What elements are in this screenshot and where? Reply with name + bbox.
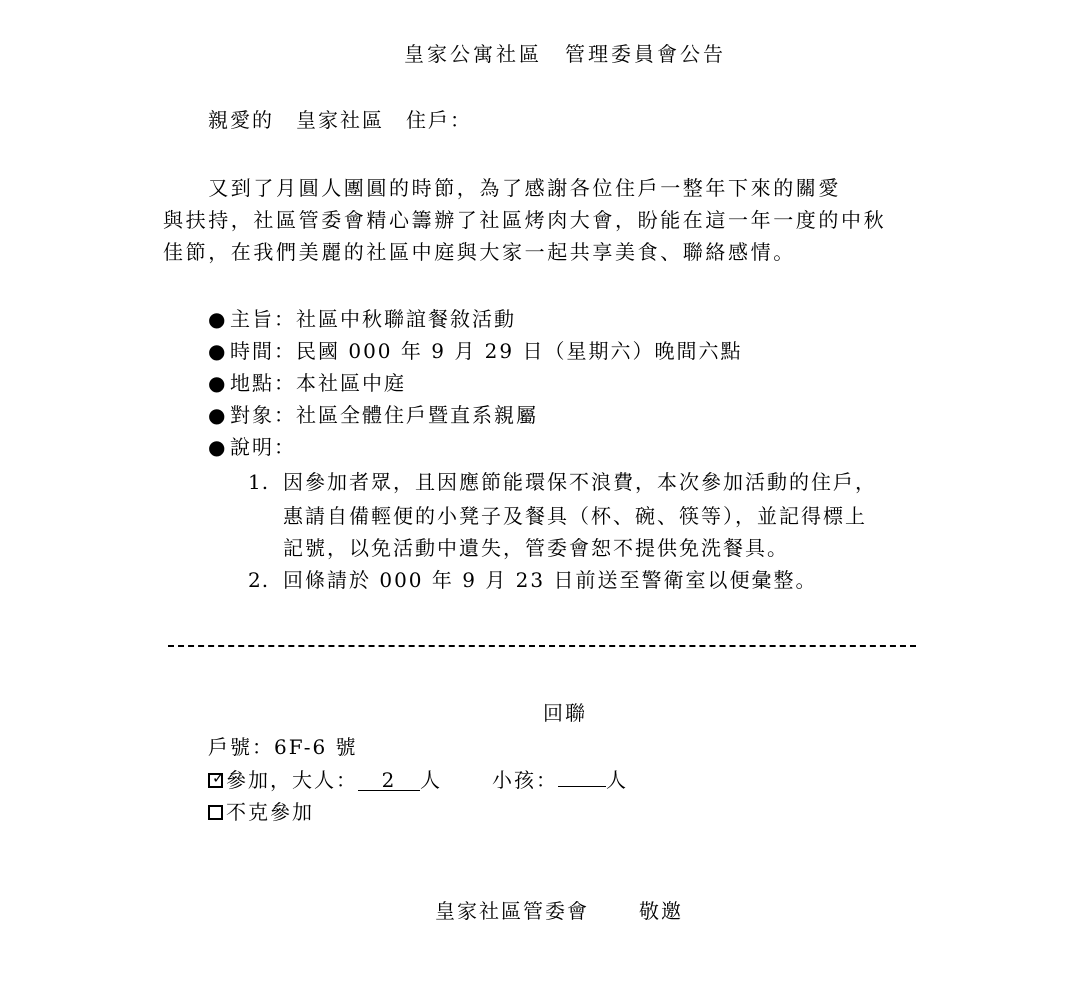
cut-line-divider [168,645,916,647]
detail-label: 說明 [230,435,274,459]
children-count-field[interactable] [558,786,606,787]
detail-value: 社區中秋聯誼餐敘活動 [296,307,516,331]
detail-label: 時間 [230,339,274,363]
attend-label: 參加，大人： [226,768,358,792]
note-number: 2. [248,568,270,592]
bullet-icon: ● [208,371,228,395]
note-1-line-2: 惠請自備輕便的小凳子及餐具（杯、碗、筷等），並記得標上 [283,504,867,528]
intro-line-3: 佳節，在我們美麗的社區中庭與大家一起共享美食、聯絡感情。 [163,240,796,264]
adults-count-field[interactable]: 2 [358,770,420,791]
greeting: 親愛的 皇家社區 住戶： [208,108,472,132]
detail-audience: ● 對象：社區全體住戶暨直系親屬 [208,403,538,427]
note-1-line-3: 記號，以免活動中遺失，管委會恕不提供免洗餐具。 [283,536,789,560]
decline-row [208,800,314,824]
note-text: 回條請於 000 年 9 月 23 日前送至警衛室以便彙整。 [283,568,818,592]
note-1-line-1 [248,470,877,494]
intro-line-2: 與扶持，社區管委會精心籌辦了社區烤肉大會，盼能在這一年一度的中秋 [163,208,887,232]
bullet-icon: ● [208,307,228,331]
detail-notes: ● 說明： [208,435,296,459]
attend-checkbox[interactable] [208,769,225,788]
intro-line-1: 又到了月圓人團圓的時節，為了感謝各位住戶一整年下來的關愛 [163,176,841,200]
detail-value: 本社區中庭 [296,371,406,395]
notice-title: 皇家公寓社區 管理委員會公告 [404,42,726,66]
bullet-icon: ● [208,339,228,363]
reply-title: 回聯 [543,701,587,725]
detail-location: ● 地點：本社區中庭 [208,371,406,395]
detail-subject: ● 主旨：社區中秋聯誼餐敘活動 [208,307,516,331]
detail-label: 地點 [230,371,274,395]
detail-label: 對象 [230,403,274,427]
decline-checkbox[interactable] [208,805,223,820]
note-2-line-1 [248,568,818,592]
note-text: 因參加者眾，且因應節能環保不浪費，本次參加活動的住戶， [283,470,877,494]
note-number: 1. [248,470,270,494]
household-row [208,735,358,759]
household-value: 6F-6 號 [274,735,358,759]
detail-value: 社區全體住戶暨直系親屬 [296,403,538,427]
signature-closing: 敬邀 [639,899,683,923]
detail-label: 主旨 [230,307,274,331]
bullet-icon: ● [208,403,228,427]
household-label: 戶號： [208,735,274,759]
children-unit: 人 [606,768,628,792]
attend-row [208,768,628,792]
children-label: 小孩： [492,768,558,792]
bullet-icon: ● [208,435,228,459]
checkmark-icon: ✓ [212,769,225,787]
detail-time: ● 時間：民國 000 年 9 月 29 日（星期六）晚間六點 [208,339,743,363]
adults-unit: 人 [420,768,442,792]
detail-value: 民國 000 年 9 月 29 日（星期六）晚間六點 [296,339,743,363]
decline-label: 不克參加 [226,800,314,824]
signature [435,899,683,923]
signature-org: 皇家社區管委會 [435,899,589,923]
